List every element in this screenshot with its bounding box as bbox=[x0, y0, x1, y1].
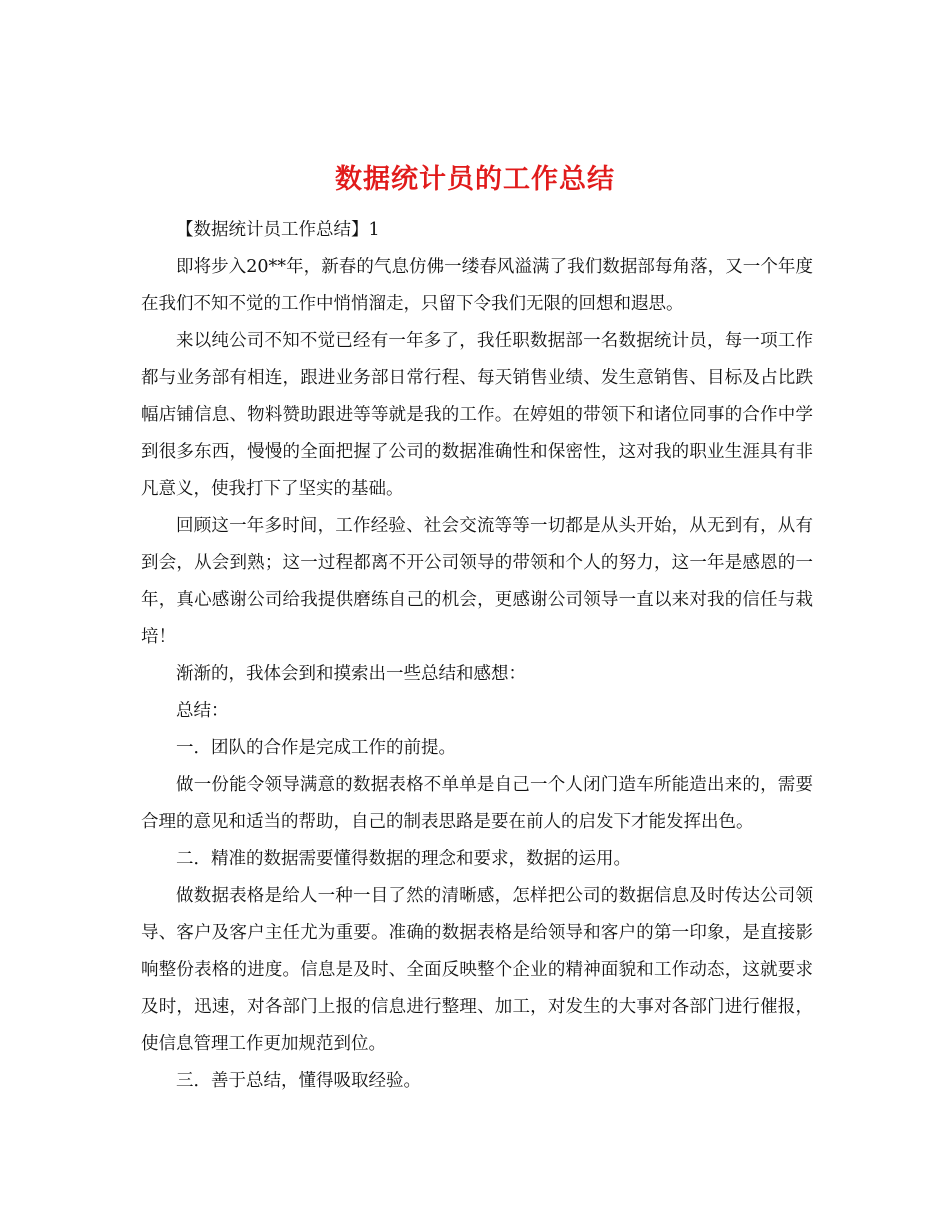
point-one-body: 做一份能令领导满意的数据表格不单单是自己一个人闭门造车所能造出来的，需要合理的意见和适当的帮助，自己的制表思路是要在前人的启发下才能发挥出色。 bbox=[141, 775, 813, 832]
document-title: 数据统计员的工作总结 bbox=[335, 164, 615, 196]
paragraph-role: 来以纯公司不知不觉已经有一年多了，我任职数据部一名数据统计员，每一项工作都与业务部有相连，跟进业务部日常行程、每天销售业绩、发生意销售、目标及占比跌幅店铺信息、物料赞助跟进等等就是我的工作。在婷姐的带领下和诸位同事的合作中学到很多东西，慢慢的全面把握了公司的数据准确性和保密性，这对我的职业生涯具有非凡意义，使我打下了坚实的基础。 bbox=[141, 331, 813, 499]
paragraph-reflection: 渐渐的，我体会到和摸索出一些总结和感想： bbox=[176, 664, 526, 684]
document-body bbox=[141, 212, 813, 1100]
point-three-heading: 三．善于总结，懂得吸取经验。 bbox=[176, 1071, 421, 1091]
summary-label: 总结： bbox=[176, 701, 229, 721]
section-heading: 【数据统计员工作总结】1 bbox=[176, 220, 380, 240]
paragraph-intro: 即将步入20**年，新春的气息仿佛一缕春风溢满了我们数据部每角落，又一个年度在我们不知不觉的工作中悄悄溜走，只留下令我们无限的回想和遐思。 bbox=[141, 257, 813, 314]
point-one-heading: 一．团队的合作是完成工作的前提。 bbox=[176, 738, 456, 758]
point-two-heading: 二．精准的数据需要懂得数据的理念和要求，数据的运用。 bbox=[176, 849, 631, 869]
paragraph-review: 回顾这一年多时间，工作经验、社会交流等等一切都是从头开始，从无到有，从有到会，从会到熟；这一过程都离不开公司领导的带领和个人的努力，这一年是感恩的一年，真心感谢公司给我提供磨练自己的机会，更感谢公司领导一直以来对我的信任与栽培！ bbox=[141, 516, 813, 647]
point-two-body: 做数据表格是给人一种一目了然的清晰感，怎样把公司的数据信息及时传达公司领导、客户及客户主任尤为重要。准确的数据表格是给领导和客户的第一印象，是直接影响整份表格的进度。信息是及时、全面反映整个企业的精神面貌和工作动态，这就要求及时，迅速，对各部门上报的信息进行整理、加工，对发生的大事对各部门进行催报，使信息管理工作更加规范到位。 bbox=[141, 886, 813, 1054]
